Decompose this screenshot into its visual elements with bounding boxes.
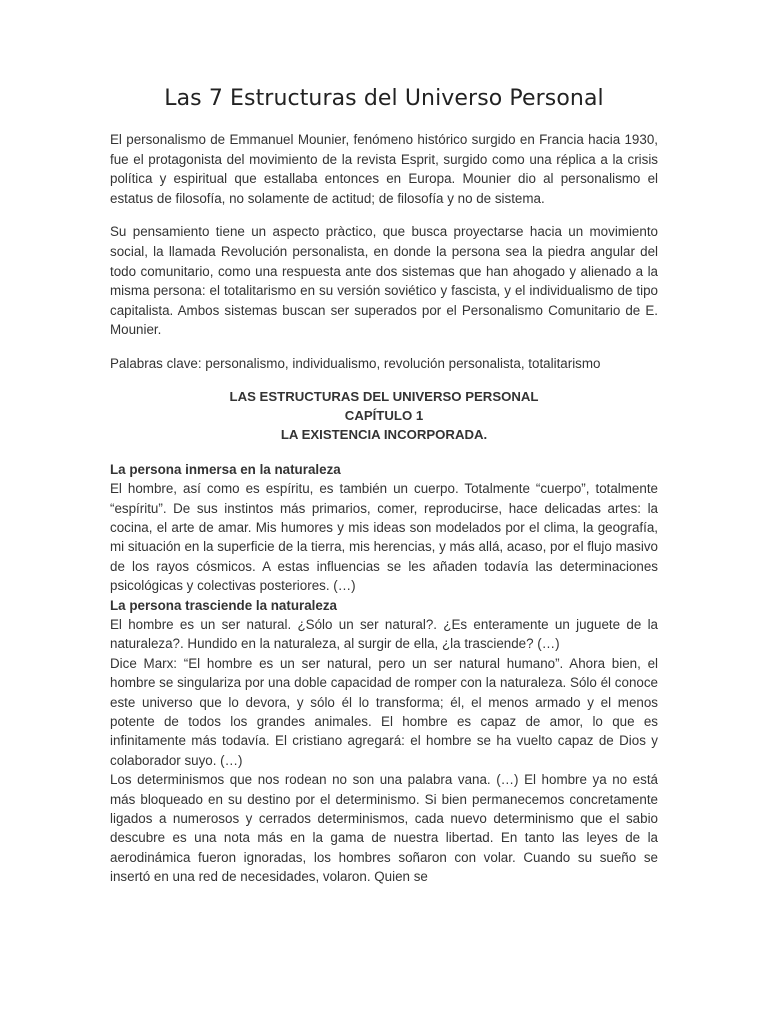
intro-paragraph-2: Su pensamiento tiene un aspecto pràctico, que busca proyectarse hacia un movimiento social, la llamada Revolución personalista, en donde la persona sea la piedra angular del todo comunitario, como una respuesta ante dos sistemas que han ahogado y alienado a la misma persona: el totalitarismo en su versión soviético y fascista, y el individualismo de tipo capitalista. Ambos sistemas buscan ser superados por el Personalismo Comunitario de E. Mounier. [110,224,658,338]
section2-paragraph-1: El hombre es un ser natural. ¿Sólo un ser natural?. ¿Es enteramente un juguete de la naturaleza?. Hundido en la naturaleza, al surgir de ella, ¿la trasciende? (…) [110,617,658,652]
section1-paragraph: El hombre, así como es espíritu, es también un cuerpo. Totalmente “cuerpo”, totalmente “espíritu”. De sus instintos más primarios, comer, reproducirse, hace delicadas artes: la cocina, el arte de amar. Mis humores y mis ideas son modelados por el clima, la geografía, mi situación en la superficie de la tierra, mis herencias, y más allá, acaso, por el flujo masivo de los rayos cósmicos. A estas influencias se les añaden todavía las determinaciones psicológicas y colectivas posteriores. (…) [110,481,658,594]
section2-paragraph-2: Dice Marx: “El hombre es un ser natural, pero un ser natural humano”. Ahora bien, el hombre se singulariza por una doble capacidad de romper con la naturaleza. Sólo él conoce este universo que lo devora, y sólo él lo transforma; él, el menos armado y el menos potente de todos los grandes animales. El hombre es capaz de amor, lo que es infinitamente más todavía. El cristiano agregará: el hombre se ha vuelto capaz de Dios y colaborador suyo. (…) [110,655,658,768]
section-title: LAS ESTRUCTURAS DEL UNIVERSO PERSONAL [229,388,539,404]
document-title: Las 7 Estructuras del Universo Personal [164,86,604,111]
intro-paragraph-1: El personalismo de Emmanuel Mounier, fenómeno histórico surgido en Francia hacia 1930, fue el protagonista del movimiento de la revista Esprit, surgido como una réplica a la crisis política y espiritual que estallaba entonces en Europa. Mounier dio al personalismo el estatus de filosofía, no solamente de actitud; de filosofía y no de sistema. [110,132,658,206]
subheading-persona-inmersa: La persona inmersa en la naturaleza [110,461,341,477]
subheading-persona-trasciende: La persona trasciende la naturaleza [110,597,337,613]
chapter-heading [110,387,658,445]
chapter-number: CAPÍTULO 1 [344,407,424,423]
chapter-title: LA EXISTENCIA INCORPORADA. [280,427,488,443]
section2-paragraph-3: Los determinismos que nos rodean no son una palabra vana. (…) El hombre ya no está más bloqueado en su destino por el determinismo. Si bien permanecemos concretamente ligados a numerosos y cerrados determinismos, cada nuevo determinismo que el sabio descubre es una nota más en la gama de nuestra libertad. En tanto las leyes de la aerodinámica fueron ignoradas, los hombres soñaron con volar. Cuando su sueño se insertó en una red de necesidades, volaron. Quien se [110,772,658,885]
document-page [110,84,658,887]
keywords-line: Palabras clave: personalismo, individualismo, revolución personalista, totalitarismo [110,355,601,371]
